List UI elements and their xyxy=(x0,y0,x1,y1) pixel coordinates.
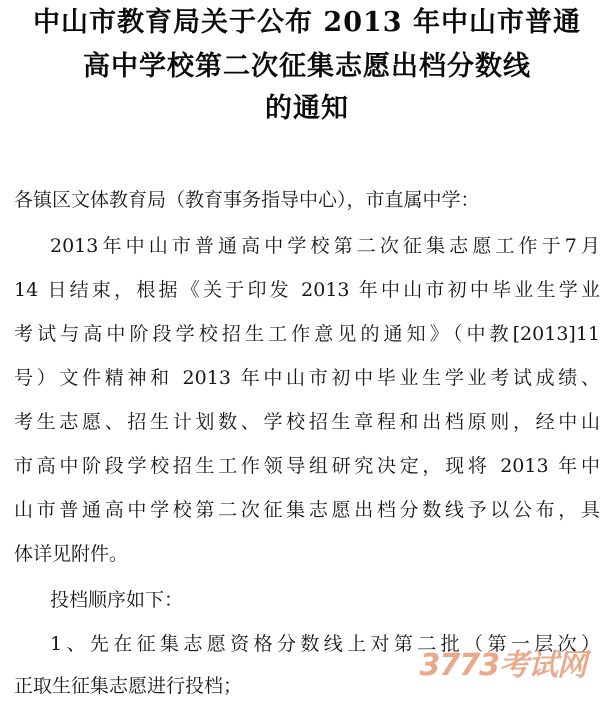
paragraph-line: 体详见附件。 xyxy=(14,543,129,565)
paragraph-line: 市高中阶段学校招生工作领导组研究决定，现将 2013 年中 xyxy=(14,455,600,477)
paragraph-line: 考生志愿、招生计划数、学校招生章程和出档原则，经中山 xyxy=(14,411,600,433)
paragraph-line: 2013年中山市普通高中学校第二次征集志愿工作于7月 xyxy=(50,235,600,257)
list-item: 1、先在征集志愿资格分数线上对第二批（第一层次） xyxy=(50,633,600,655)
paragraph-line: 考试与高中阶段学校招生工作意见的通知》（中教[2013]11 xyxy=(14,323,600,345)
paragraph-line: 14 日结束，根据《关于印发 2013 年中山市初中毕业生学业 xyxy=(14,279,600,301)
list-item-continuation: 正取生征集志愿进行投档； xyxy=(14,675,243,697)
document-title-line-1: 中山市教育局关于公布 2013 年中山市普通 xyxy=(33,7,581,38)
site-watermark: 3773考试网 xyxy=(419,648,586,683)
document-title-line-2: 高中学校第二次征集志愿出档分数线 xyxy=(83,51,531,82)
paragraph-line: 号）文件精神和 2013 年中山市初中毕业生学业考试成绩、 xyxy=(14,367,600,389)
document-title-line-3: 的通知 xyxy=(265,93,349,124)
section-intro: 投档顺序如下： xyxy=(50,589,184,611)
salutation: 各镇区文体教育局（教育事务指导中心），市直属中学： xyxy=(14,189,480,211)
paragraph-line: 山市普通高中学校第二次征集志愿出档分数线予以公布，具 xyxy=(14,499,600,521)
